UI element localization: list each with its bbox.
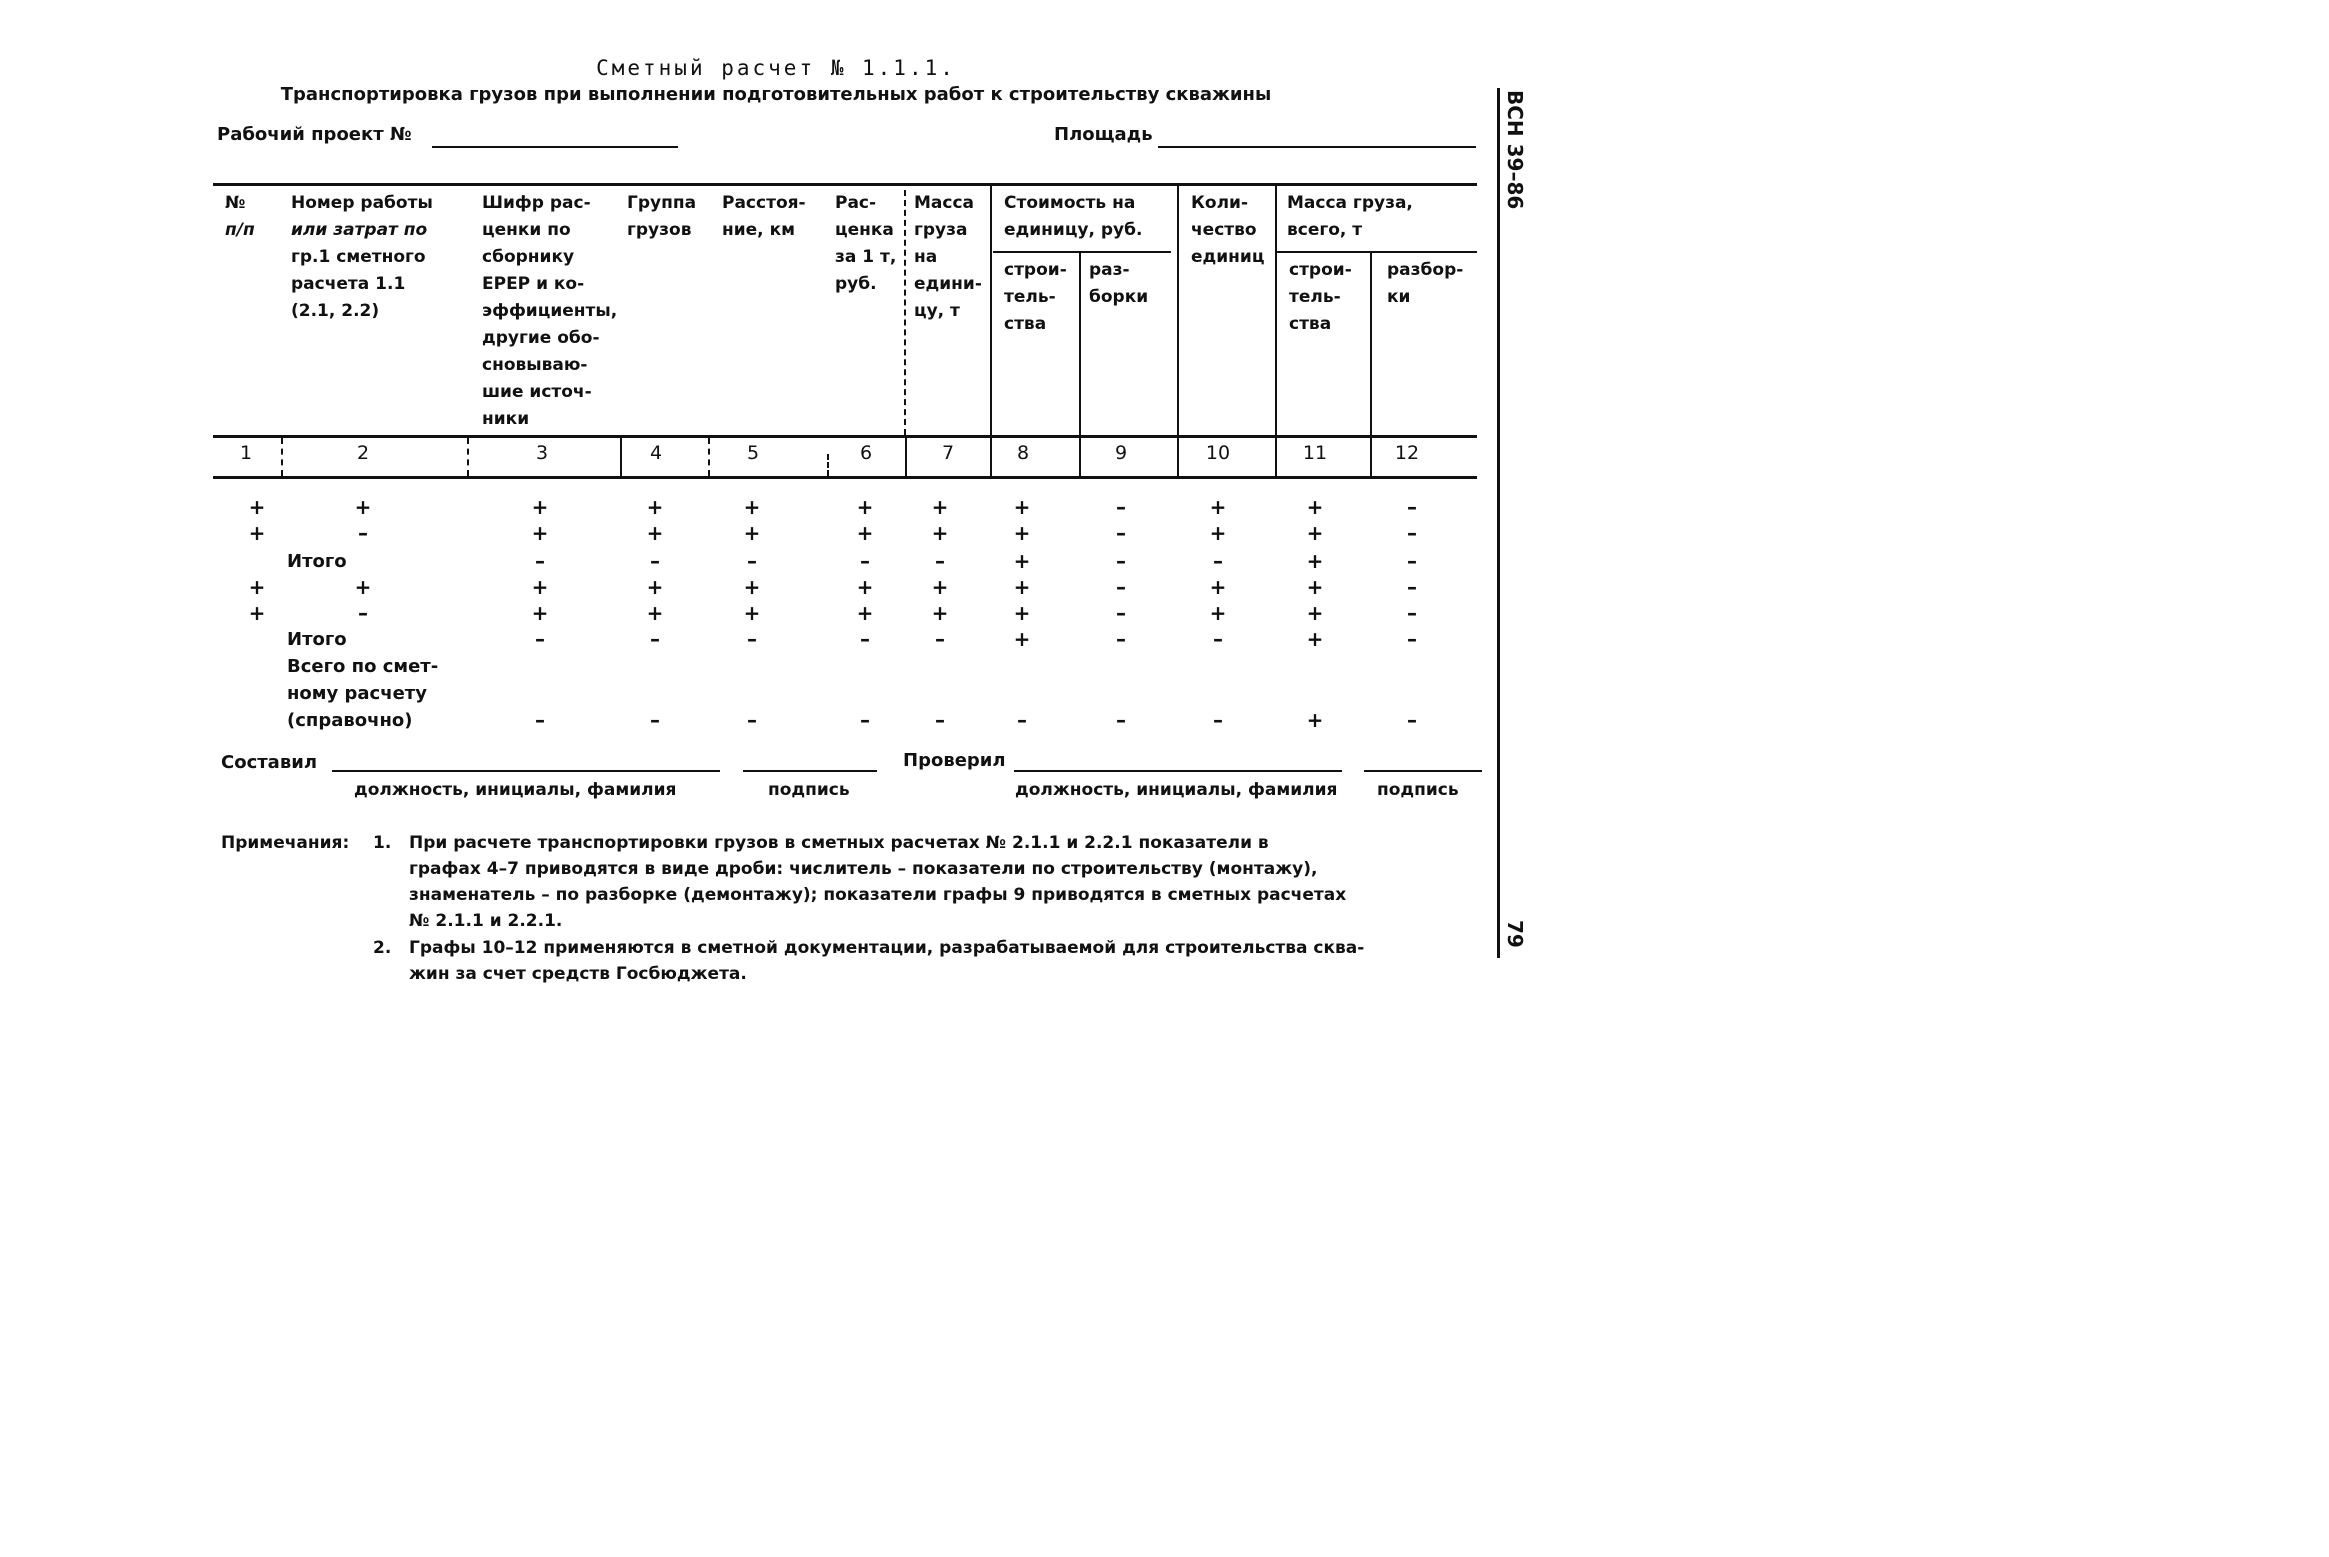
cell-mark: –: [860, 708, 870, 732]
cell-mark: +: [354, 575, 372, 599]
header-bottom-rule: [213, 435, 1477, 438]
column-number: 10: [1205, 442, 1231, 464]
cell-mark: +: [1209, 495, 1227, 519]
cell-mark: –: [1116, 601, 1126, 625]
cell-mark: +: [646, 495, 664, 519]
num-sep-4: [708, 438, 710, 476]
compiled-signature-field[interactable]: [743, 770, 877, 772]
checked-by-label: Проверил: [903, 750, 1006, 771]
cell-mark: +: [646, 575, 664, 599]
cell-mark: –: [1116, 521, 1126, 545]
column-number: 2: [356, 442, 370, 464]
cell-mark: +: [1209, 521, 1227, 545]
table-top-rule: [213, 183, 1477, 186]
cell-mark: +: [1013, 575, 1031, 599]
cell-mark: +: [1013, 549, 1031, 573]
cell-mark: +: [856, 575, 874, 599]
num-sep-1: [281, 438, 283, 476]
cell-mark: –: [650, 708, 660, 732]
cell-mark: –: [650, 627, 660, 651]
cell-mark: +: [743, 601, 761, 625]
cell-mark: –: [935, 708, 945, 732]
cell-mark: –: [860, 549, 870, 573]
cell-mark: +: [856, 601, 874, 625]
cell-mark: –: [1407, 708, 1417, 732]
cell-mark: –: [747, 627, 757, 651]
compiled-by-field[interactable]: [332, 770, 720, 772]
column-number: 1: [239, 442, 253, 464]
cell-mark: +: [856, 521, 874, 545]
note-1: При расчете транспортировки грузов в сметных расчетах № 2.1.1 и 2.2.1 показатели в графах 4–7 приводятся в виде дроби: числитель – показатели по строительству (монтажу), знаменатель – по разборке (демонтажу); показатели графы 9 приводятся в сметных расчетах № 2.1.1 и 2.2.1.: [409, 833, 1347, 931]
cell-mark: +: [931, 521, 949, 545]
signature-caption: подпись: [768, 780, 850, 800]
position-caption-2: должность, инициалы, фамилия: [1015, 780, 1338, 800]
header-mass-group: Масса груза, всего, т: [1287, 193, 1413, 240]
cell-mark: +: [931, 575, 949, 599]
cell-mark: +: [1013, 627, 1031, 651]
column-number: 12: [1394, 442, 1420, 464]
cell-mark: –: [358, 601, 368, 625]
num-sep-5: [827, 454, 829, 476]
row-label: Итого: [287, 551, 347, 572]
cell-mark: –: [650, 549, 660, 573]
cell-mark: +: [1013, 521, 1031, 545]
header-col-7: Масса груза на едини- цу, т: [914, 193, 982, 321]
header-col-1: № п/п: [225, 193, 255, 240]
note-2-number: 2.: [373, 938, 392, 958]
position-caption: должность, инициалы, фамилия: [354, 780, 677, 800]
column-number: 8: [1016, 442, 1030, 464]
cell-mark: +: [1306, 575, 1324, 599]
header-col-4: Группа грузов: [627, 193, 697, 240]
page-number: 79: [1503, 920, 1527, 948]
cell-mark: –: [1213, 708, 1223, 732]
cell-mark: +: [646, 601, 664, 625]
cell-mark: –: [1116, 575, 1126, 599]
cell-mark: –: [1213, 627, 1223, 651]
cell-mark: +: [248, 521, 266, 545]
cell-mark: +: [743, 495, 761, 519]
document-title: Сметный расчет № 1.1.1.: [596, 56, 956, 80]
cell-mark: –: [1017, 708, 1027, 732]
cell-mark: –: [535, 708, 545, 732]
cell-mark: +: [931, 601, 949, 625]
cell-mark: +: [1306, 549, 1324, 573]
cell-mark: –: [1407, 627, 1417, 651]
cell-mark: +: [531, 495, 549, 519]
cell-mark: +: [1209, 575, 1227, 599]
header-col-5: Расстоя- ние, км: [722, 193, 806, 240]
cell-mark: +: [646, 521, 664, 545]
cell-mark: +: [856, 495, 874, 519]
mass-group-rule: [1277, 251, 1477, 253]
column-number: 9: [1114, 442, 1128, 464]
col-sep-11-12: [1370, 253, 1372, 476]
area-field[interactable]: [1158, 146, 1476, 148]
num-sep-6: [905, 438, 907, 476]
note-2: Графы 10–12 применяются в сметной документации, разрабатываемой для строительства сква- жин за счет средств Госбюджета.: [409, 938, 1365, 984]
cell-mark: +: [531, 521, 549, 545]
col-sep-8-9: [1079, 253, 1081, 476]
header-col-3: Шифр рас- ценки по сборнику ЕРЕР и ко- эффициенты, другие обо- сновываю- шие источ- ники: [482, 193, 618, 429]
margin-rule: [1497, 88, 1500, 958]
cell-mark: +: [1306, 495, 1324, 519]
cell-mark: –: [1213, 549, 1223, 573]
num-sep-3: [620, 438, 622, 476]
header-col-10: Коли- чество единиц: [1191, 193, 1265, 267]
cell-mark: –: [747, 708, 757, 732]
cell-mark: –: [535, 627, 545, 651]
area-label: Площадь: [1054, 124, 1153, 145]
header-col-12: разбор- ки: [1387, 260, 1464, 307]
signature-caption-2: подпись: [1377, 780, 1459, 800]
cell-mark: +: [248, 575, 266, 599]
header-cost-group: Стоимость на единицу, руб.: [1004, 193, 1143, 240]
cell-mark: –: [747, 549, 757, 573]
header-col-2: Номер работы или затрат по гр.1 сметного расчета 1.1 (2.1, 2.2): [291, 193, 433, 321]
cell-mark: +: [248, 601, 266, 625]
cell-mark: –: [1407, 521, 1417, 545]
cell-mark: –: [1407, 495, 1417, 519]
cell-mark: +: [1013, 495, 1031, 519]
header-col-8: строи- тель- ства: [1004, 260, 1067, 334]
cell-mark: –: [860, 627, 870, 651]
cell-mark: –: [1116, 549, 1126, 573]
column-number: 4: [649, 442, 663, 464]
cell-mark: +: [1209, 601, 1227, 625]
checked-signature-field[interactable]: [1364, 770, 1482, 772]
cell-mark: –: [358, 521, 368, 545]
col-sep-7-8: [990, 186, 992, 476]
cell-mark: +: [743, 575, 761, 599]
column-number: 6: [859, 442, 873, 464]
side-code: ВСН 39–86: [1503, 90, 1527, 210]
compiled-by-label: Составил: [221, 752, 318, 773]
cell-mark: –: [935, 627, 945, 651]
cell-mark: –: [1116, 495, 1126, 519]
cost-group-rule: [993, 251, 1171, 253]
column-number: 11: [1302, 442, 1328, 464]
cell-mark: +: [1306, 521, 1324, 545]
column-number: 7: [941, 442, 955, 464]
cell-mark: +: [1013, 601, 1031, 625]
num-sep-2: [467, 438, 469, 476]
cell-mark: +: [1306, 708, 1324, 732]
cell-mark: –: [1116, 627, 1126, 651]
cell-mark: +: [743, 521, 761, 545]
document-subtitle: Транспортировка грузов при выполнении подготовительных работ к строительству скважины: [280, 84, 1272, 105]
col-sep-9-10: [1177, 186, 1179, 476]
checked-by-field[interactable]: [1014, 770, 1342, 772]
cell-mark: +: [1306, 601, 1324, 625]
row-label: Всего по смет- ному расчету (справочно): [287, 656, 439, 731]
column-number: 3: [535, 442, 549, 464]
cell-mark: –: [535, 549, 545, 573]
note-1-number: 1.: [373, 833, 392, 853]
notes-label: Примечания:: [221, 833, 350, 853]
cell-mark: –: [1407, 549, 1417, 573]
cell-mark: –: [935, 549, 945, 573]
col-sep-6-7: [904, 190, 906, 435]
cell-mark: –: [1407, 575, 1417, 599]
cell-mark: +: [531, 575, 549, 599]
cell-mark: +: [531, 601, 549, 625]
header-col-6: Рас- ценка за 1 т, руб.: [835, 193, 897, 294]
project-label: Рабочий проект №: [217, 124, 412, 145]
cell-mark: –: [1116, 708, 1126, 732]
header-col-9: раз- борки: [1089, 260, 1149, 307]
cell-mark: +: [931, 495, 949, 519]
numbers-bottom-rule: [213, 476, 1477, 479]
cell-mark: +: [354, 495, 372, 519]
col-sep-10-11: [1275, 186, 1277, 476]
project-number-field[interactable]: [432, 146, 678, 148]
header-col-11: строи- тель- ства: [1289, 260, 1352, 334]
column-number: 5: [746, 442, 760, 464]
cell-mark: +: [248, 495, 266, 519]
cell-mark: –: [1407, 601, 1417, 625]
row-label: Итого: [287, 629, 347, 650]
cell-mark: +: [1306, 627, 1324, 651]
